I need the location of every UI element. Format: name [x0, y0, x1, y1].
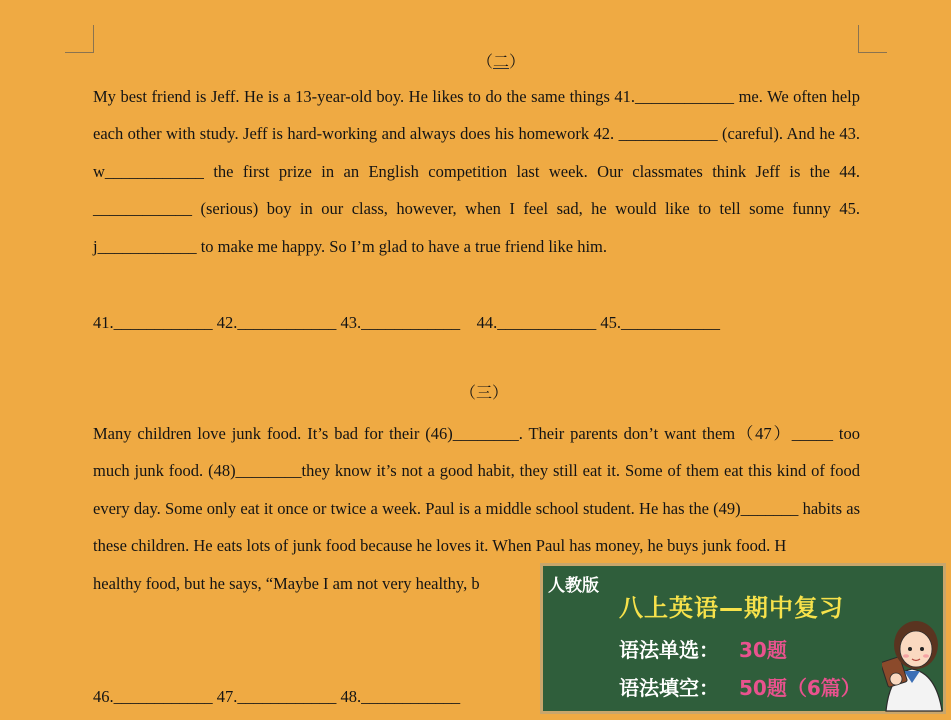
- title-open-paren: （: [477, 54, 494, 71]
- banner-row-label: 语法填空：: [619, 676, 719, 700]
- section-3-passage-line6: healthy food, but he says, “Maybe I am not very healthy, b: [93, 573, 480, 593]
- student-reading-illustration-icon: [882, 607, 944, 714]
- banner-row-value: 50题（6篇）: [739, 676, 861, 700]
- section-3-title: （三）: [460, 385, 509, 402]
- section-3-answer-blanks: 46.____________ 47.____________ 48.____________: [93, 687, 461, 706]
- banner-title: 八上英语—期中复习: [619, 594, 844, 622]
- page-corner-mark-top-left: [65, 25, 94, 53]
- title-close-paren: ）: [509, 54, 526, 71]
- section-2-passage: My best friend is Jeff. He is a 13-year-old boy. He likes to do the same things 41.____________ me. We often help each other with study. Jeff is hard-working and always does his homework 42. ____________ (careful). And he 43. w____________ the first prize in an English competition last week. Our classmates think Jeff is the 44. ____________ (serious) boy in our class, however, when I feel sad, he would like to tell some funny 45. j____________ to make me happy. So I’m glad to have a true friend like him.: [93, 87, 860, 256]
- section-2-answer-blanks: 41.____________ 42.____________ 43.____________ 44.____________ 45.____________: [93, 313, 720, 332]
- banner-edition: 人教版: [548, 576, 599, 596]
- banner-row-grammar-choice: [619, 634, 787, 663]
- title-number: 二: [493, 54, 510, 71]
- banner-row-label: 语法单选：: [619, 638, 719, 662]
- section-2-title: [477, 53, 525, 73]
- page-corner-mark-top-right: [858, 25, 887, 53]
- section-3-passage-main: Many children love junk food. It’s bad for their (46)________. Their parents don’t want them（47）_____ too much junk food. (48)________they know it’s not a good habit, they still eat it. Some of them eat this kind of food every day. Some only eat it once or twice a week. Paul is a middle school student. He has the (49)_______ habits as these children. He eats lots of junk food because he loves it. When Paul has money, he buys junk food. H: [93, 424, 860, 556]
- banner-row-value: 30题: [739, 638, 787, 662]
- banner-row-grammar-fill: [619, 672, 861, 701]
